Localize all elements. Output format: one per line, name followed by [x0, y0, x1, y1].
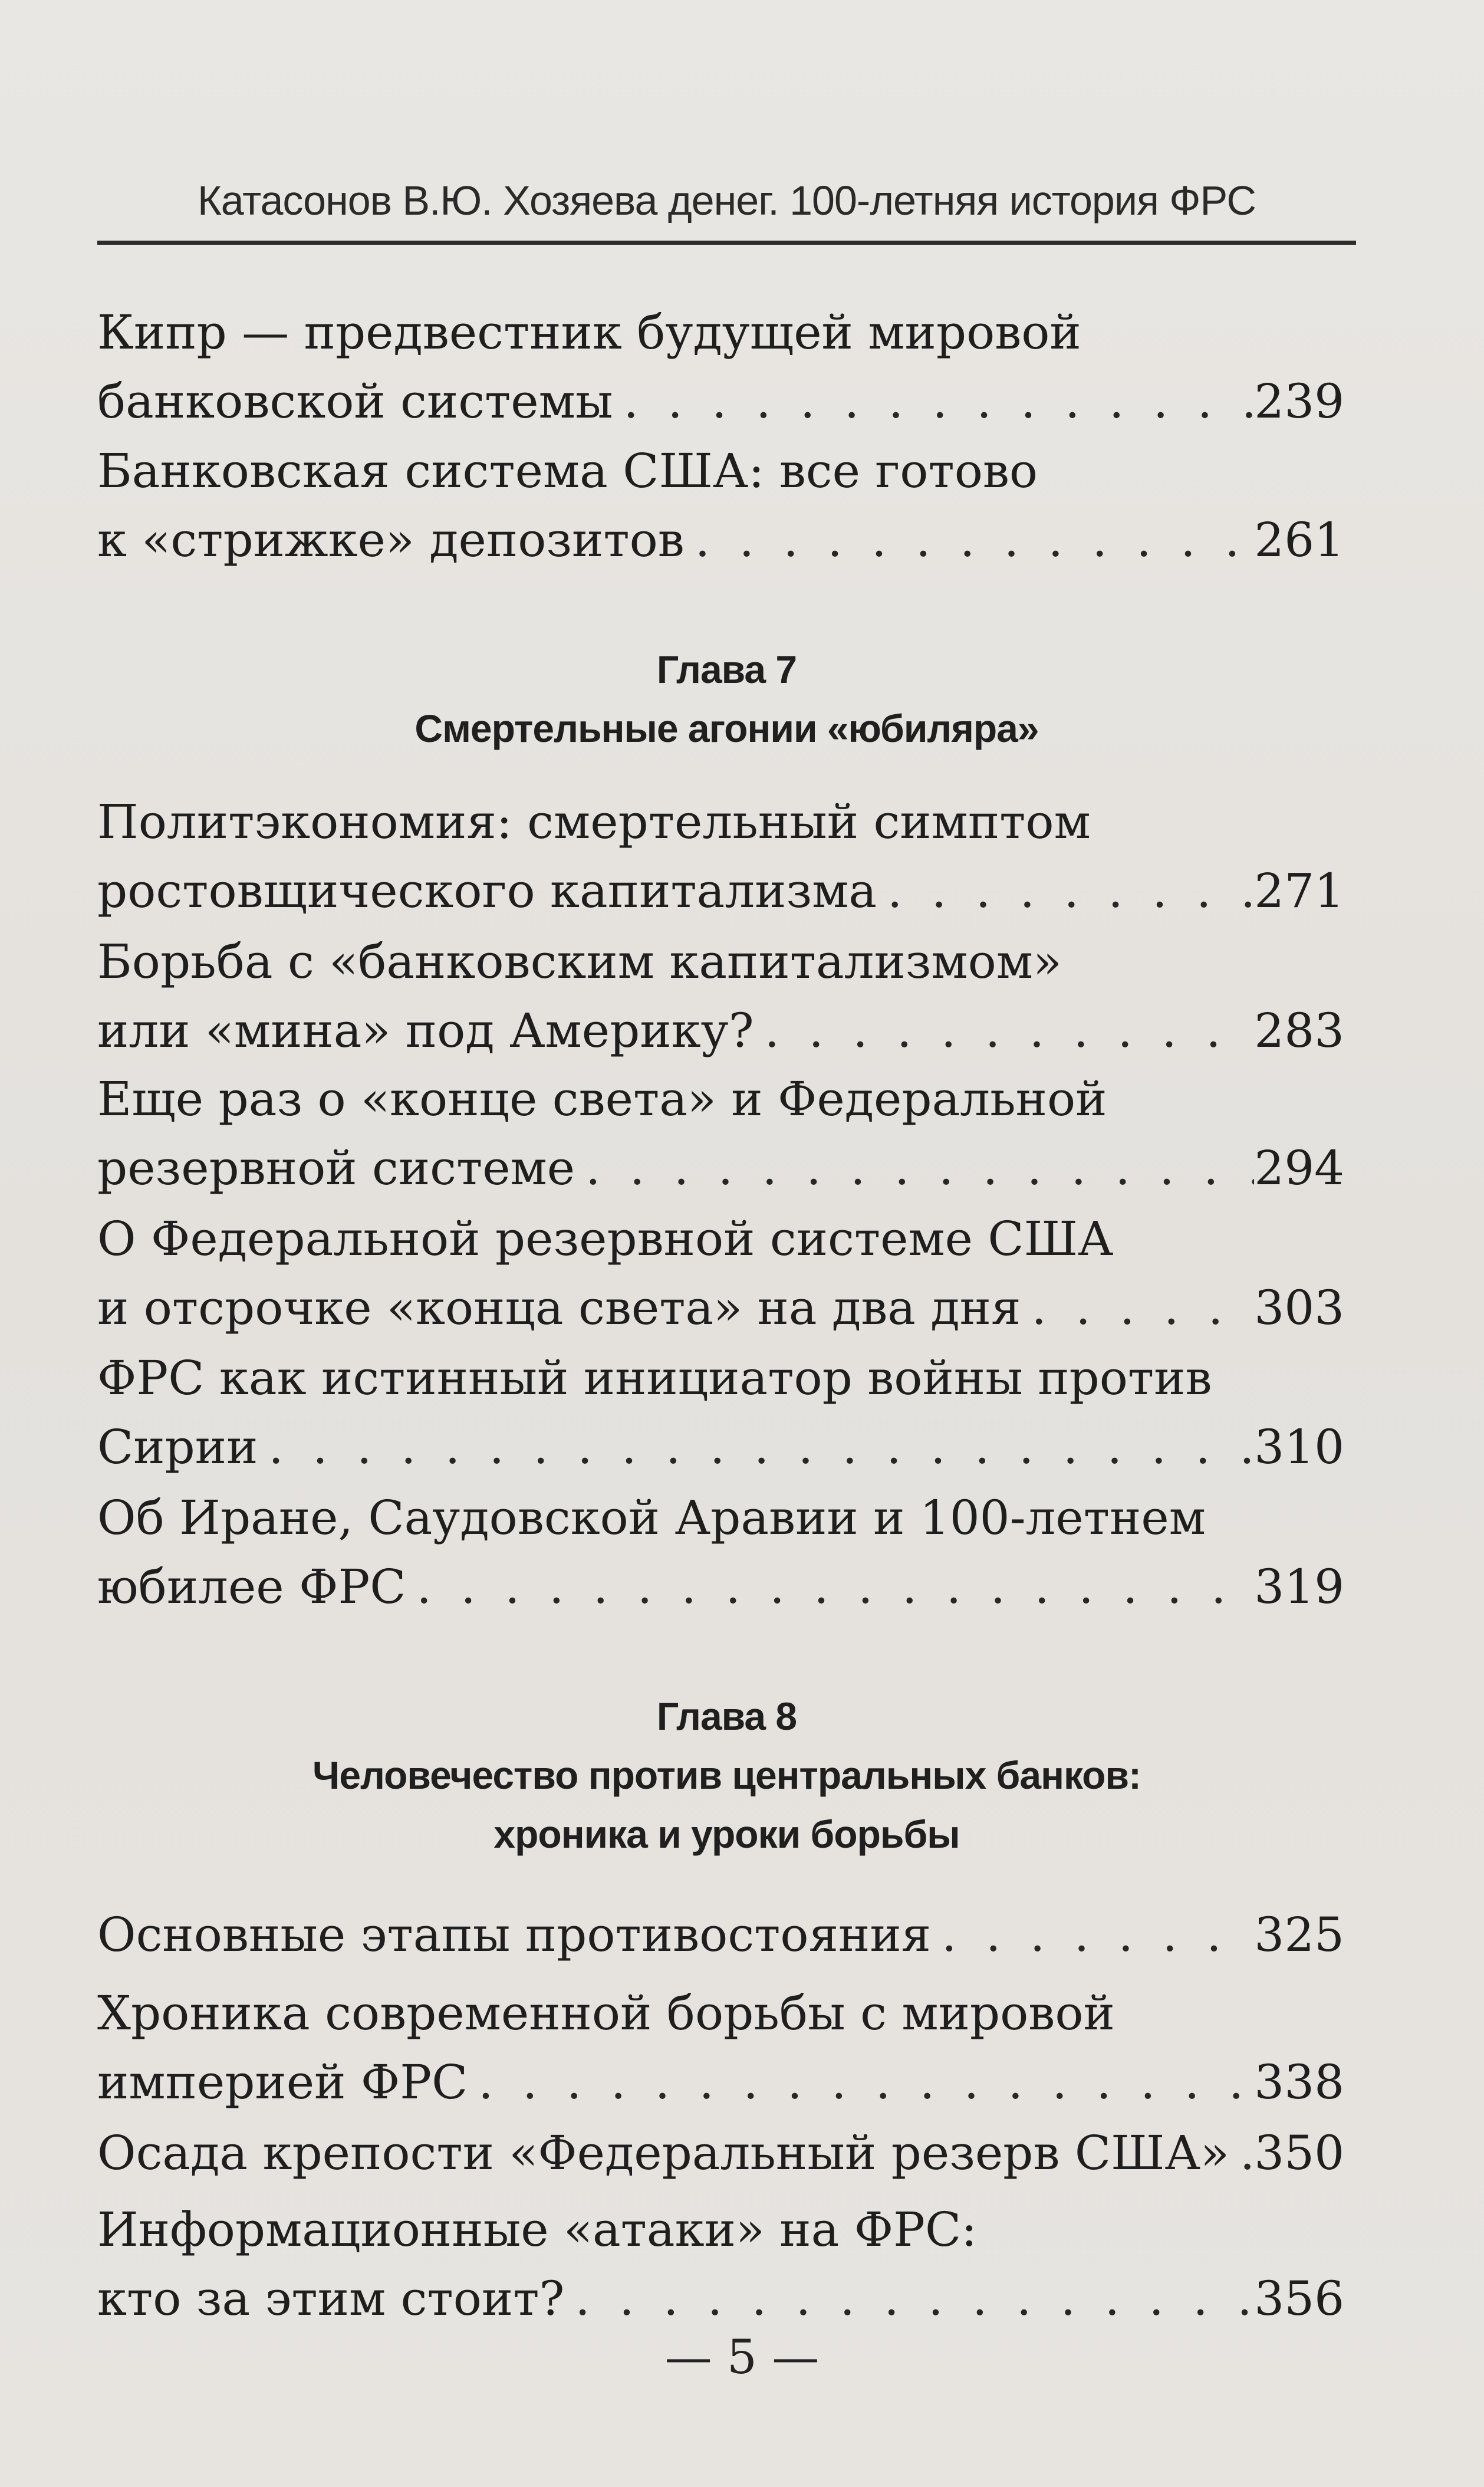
dot-leader: [1021, 1273, 1254, 1342]
chapter-heading: [97, 1687, 1356, 1864]
chapter-heading: [97, 640, 1356, 758]
toc-entry: [97, 436, 1344, 574]
dot-leader: [406, 1552, 1255, 1621]
toc-entry: [97, 2195, 1344, 2333]
toc-page-number: 319: [1254, 1559, 1344, 1614]
toc-page-number: 239: [1254, 374, 1344, 429]
toc-page-number: 303: [1254, 1280, 1344, 1335]
toc-page-number: 356: [1254, 2271, 1344, 2326]
toc-entry: [97, 1979, 1344, 2117]
toc-page-number: 350: [1254, 2125, 1344, 2180]
toc-entry-title-line2: банковской системы: [97, 374, 613, 429]
header-rule: [97, 241, 1356, 245]
toc-page-number: 338: [1254, 2055, 1344, 2110]
chapter-title: Смертельные агонии «юбиляра»: [414, 707, 1039, 750]
dot-leader: [468, 2048, 1254, 2117]
toc-page-number: 283: [1254, 1003, 1344, 1058]
toc-entry: [97, 787, 1344, 925]
toc-entry-title: Осада крепости «Федеральный резерв США»: [97, 2125, 1229, 2180]
dot-leader: [564, 2264, 1254, 2333]
toc-entry-title-line1: Политэкономия: смертельный симптом: [97, 794, 1091, 849]
toc-page-number: 271: [1254, 863, 1344, 918]
toc-page-number: 325: [1254, 1907, 1344, 1962]
toc-entry-title-line2: Сирии: [97, 1420, 258, 1474]
toc-entry-title-line1: Кипр — предвестник будущей мировой: [97, 305, 1081, 360]
dot-leader: [575, 1134, 1254, 1203]
dot-leader: [1229, 2118, 1254, 2187]
toc-entry: [97, 1343, 1344, 1481]
toc-entry: [97, 1204, 1344, 1342]
toc-entry-title-line2: ростовщического капитализма: [97, 863, 877, 918]
chapter-title-line1: Человечество против центральных банков:: [312, 1753, 1141, 1797]
toc-entry-title-line1: Еще раз о «конце света» и Федеральной: [97, 1072, 1107, 1126]
toc-entry-title: Основные этапы противостояния: [97, 1907, 932, 1962]
dot-leader: [613, 367, 1255, 436]
chapter-label: Глава 8: [656, 1694, 797, 1738]
toc-entry-title-line2: и отсрочке «конца света» на два дня: [97, 1280, 1021, 1335]
dot-leader: [754, 996, 1255, 1065]
toc-entry-title-line1: Хроника современной борьбы с мировой: [97, 1986, 1115, 2041]
toc-entry: [97, 927, 1344, 1065]
toc-page-number: 294: [1254, 1141, 1344, 1195]
toc-entry-title-line1: Информационные «атаки» на ФРС:: [97, 2202, 978, 2257]
page-number-folio: — 5 —: [664, 2330, 820, 2384]
running-head: Катасонов В.Ю. Хозяева денег. 100-летняя история ФРС: [198, 178, 1256, 224]
toc-entry: [97, 2118, 1344, 2187]
toc-entry-title-line2: юбилее ФРС: [97, 1559, 406, 1614]
toc-entry-title-line2: резервной системе: [97, 1141, 575, 1195]
dot-leader: [258, 1412, 1254, 1481]
toc-entry: [97, 298, 1344, 436]
toc-entry: [97, 1065, 1344, 1203]
toc-entry-title-line1: Банковская система США: все готово: [97, 443, 1038, 498]
toc-entry-title-line2: или «мина» под Америку?: [97, 1003, 754, 1058]
toc-entry-title-line1: Борьба с «банковским капитализмом»: [97, 934, 1062, 989]
toc-entry-title-line2: к «стрижке» депозитов: [97, 512, 685, 567]
dot-leader: [685, 505, 1255, 574]
chapter-label: Глава 7: [656, 648, 797, 691]
toc-entry-title-line1: Об Иране, Саудовской Аравии и 100-летнем: [97, 1490, 1206, 1545]
toc-entry: [97, 1483, 1344, 1621]
toc-entry-title-line2: кто за этим стоит?: [97, 2271, 565, 2326]
toc-entry-title-line1: ФРС как истинный инициатор войны против: [97, 1351, 1212, 1405]
toc-entry-title-line2: империей ФРС: [97, 2055, 468, 2110]
dot-leader: [931, 1900, 1254, 1969]
toc-entry: [97, 1900, 1344, 1969]
dot-leader: [877, 856, 1254, 925]
toc-page-number: 310: [1254, 1420, 1344, 1474]
toc-entry-title-line1: О Федеральной резервной системе США: [97, 1211, 1114, 1266]
chapter-title-line2: хроника и уроки борьбы: [493, 1812, 960, 1856]
toc-page-number: 261: [1254, 512, 1344, 567]
